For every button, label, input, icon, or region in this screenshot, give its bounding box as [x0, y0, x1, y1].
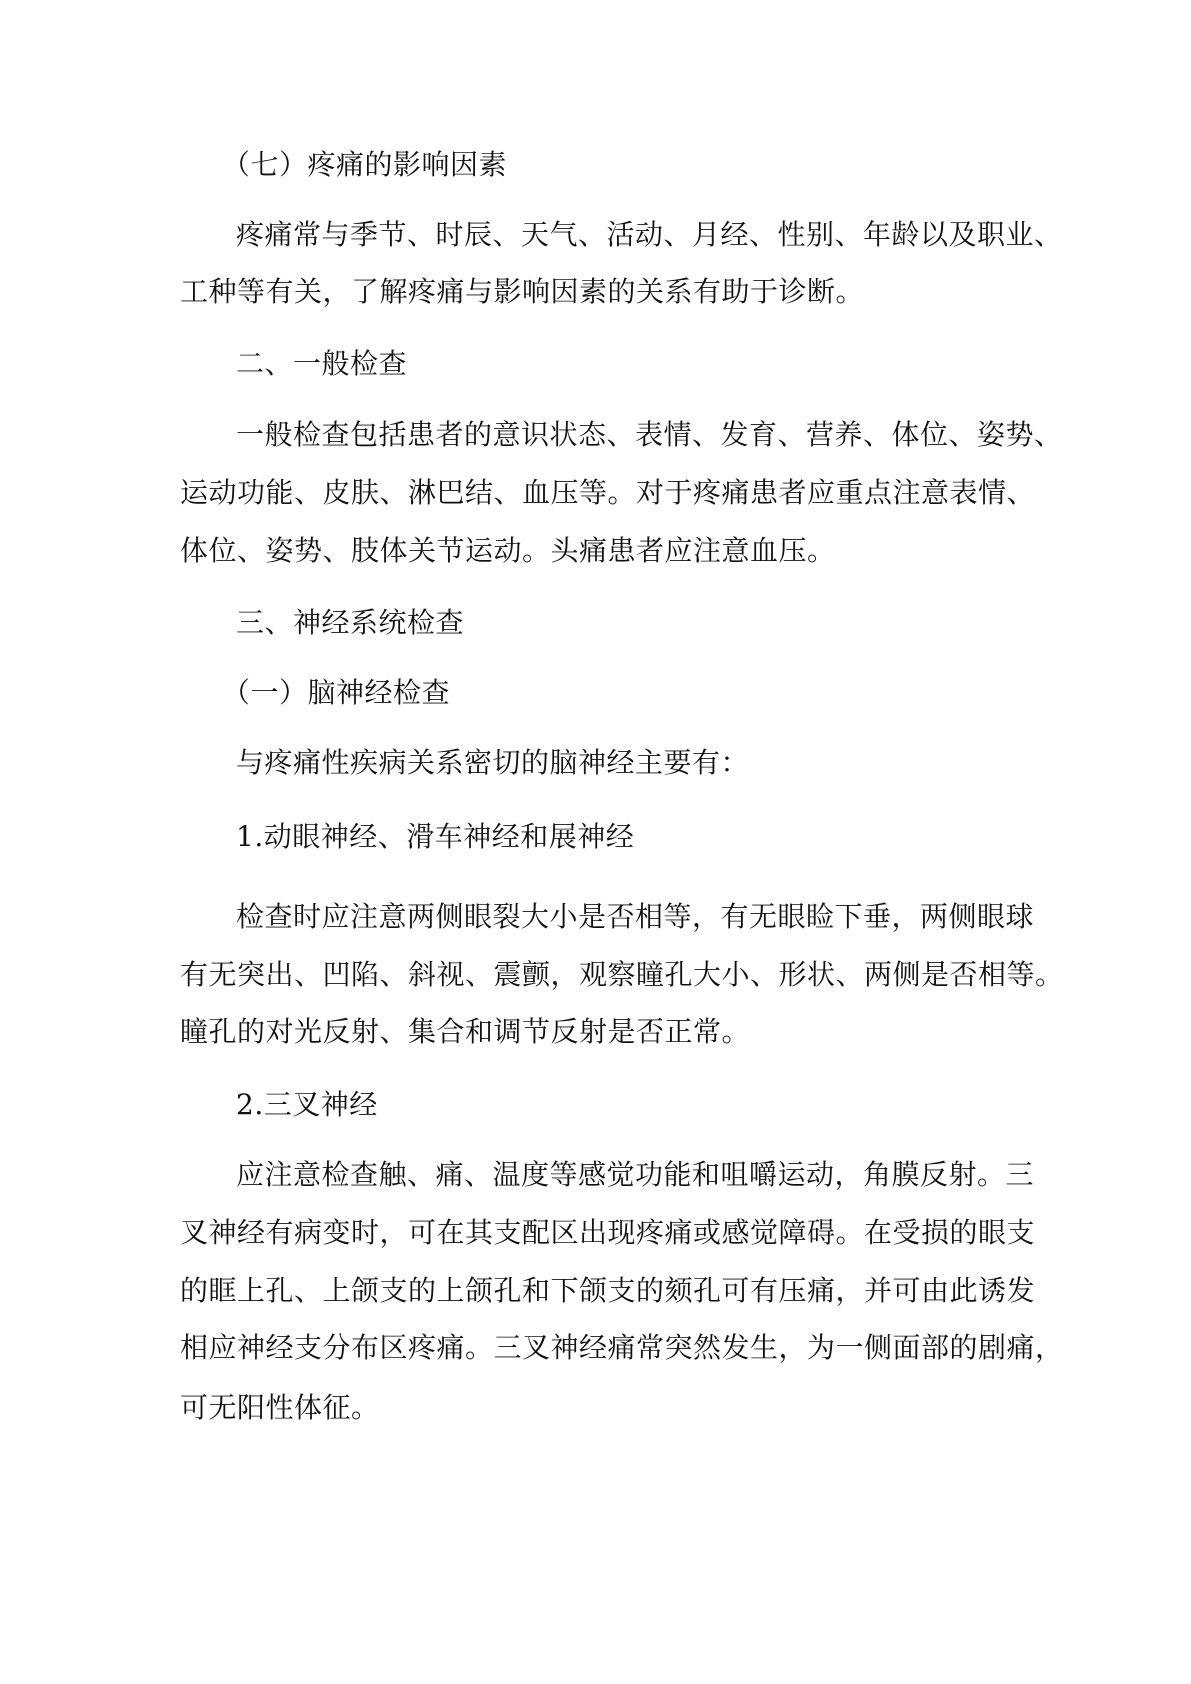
paragraph-line: 疼痛常与季节、时辰、天气、活动、月经、性别、年龄以及职业、: [236, 218, 1063, 251]
paragraph-line: 有无突出、凹陷、斜视、震颤，观察瞳孔大小、形状、两侧是否相等。: [180, 958, 1064, 991]
paragraph-line: 工种等有关，了解疼痛与影响因素的关系有助于诊断。: [180, 275, 865, 308]
item-heading-2: 2.三叉神经: [236, 1088, 378, 1121]
section-heading-three: 三、神经系统检查: [236, 606, 465, 639]
paragraph-line: 应注意检查触、痛、温度等感觉功能和咀嚼运动，角膜反射。三: [236, 1158, 1035, 1191]
subsection-heading-one: （一）脑神经检查: [222, 676, 451, 709]
paragraph-line: 瞳孔的对光反射、集合和调节反射是否正常。: [180, 1015, 751, 1048]
paragraph-line: 检查时应注意两侧眼裂大小是否相等，有无眼睑下垂，两侧眼球: [236, 900, 1035, 933]
section-heading-two: 二、一般检查: [236, 347, 408, 380]
paragraph-line: 可无阳性体征。: [180, 1391, 380, 1424]
section-heading-seven: （七）疼痛的影响因素: [222, 148, 508, 181]
paragraph-line: 体位、姿势、肢体关节运动。头痛患者应注意血压。: [180, 534, 836, 567]
paragraph-line: 的眶上孔、上颌支的上颌孔和下颌支的颏孔可有压痛，并可由此诱发: [180, 1274, 1036, 1307]
item-heading-1: 1.动眼神经、滑车神经和展神经: [236, 820, 635, 853]
paragraph-line: 运动功能、皮肤、淋巴结、血压等。对于疼痛患者应重点注意表情、: [180, 476, 1036, 509]
paragraph-line: 一般检查包括患者的意识状态、表情、发育、营养、体位、姿势、: [236, 418, 1063, 451]
paragraph-line: 相应神经支分布区疼痛。三叉神经痛常突然发生，为一侧面部的剧痛，: [180, 1331, 1064, 1364]
paragraph-line: 叉神经有病变时，可在其支配区出现疼痛或感觉障碍。在受损的眼支: [180, 1216, 1036, 1249]
paragraph-line: 与疼痛性疾病关系密切的脑神经主要有：: [236, 746, 750, 779]
